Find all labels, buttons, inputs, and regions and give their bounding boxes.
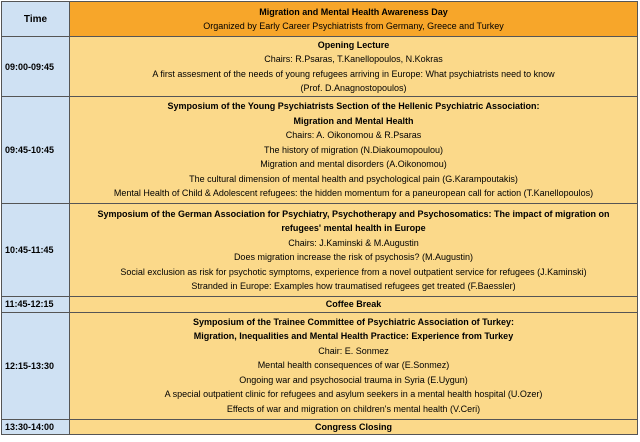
talk-line: The history of migration (N.Diakoumopoulou)	[263, 144, 444, 155]
talk-line: Mental health consequences of war (E.Sonmez)	[257, 360, 450, 371]
session-content	[70, 37, 638, 97]
talk-line: Migration and mental disorders (A.Oikonomou)	[260, 159, 447, 170]
session-title: Opening Lecture	[317, 39, 390, 50]
talk-line: Stranded in Europe: Examples how traumatised refugees get treated (F.Baessler)	[191, 281, 516, 291]
session-time: 11:45-12:15	[2, 297, 70, 313]
talk-line: (Prof. D.Anagnostopoulos)	[300, 83, 407, 93]
talk-line: Does migration increase the risk of psychosis? (M.Augustin)	[233, 252, 474, 262]
talk-line: A first assesment of the needs of young refugees arriving in Europe: What psychiatrists need to know	[152, 68, 555, 79]
session-row	[2, 37, 638, 97]
congress-closing-label: Congress Closing	[70, 419, 638, 435]
session-time: 13:30-14:00	[2, 419, 70, 435]
session-title: Migration, Inequalities and Mental Health Practice: Experience from Turkey	[193, 331, 514, 342]
session-row	[2, 204, 638, 297]
session-time: 09:00-09:45	[2, 37, 70, 97]
header-row	[2, 2, 638, 37]
session-row	[2, 312, 638, 419]
event-header	[70, 2, 638, 37]
session-chairs: Chairs: J.Kaminski & M.Augustin	[288, 237, 419, 248]
break-row	[2, 419, 638, 435]
session-time: 12:15-13:30	[2, 312, 70, 419]
session-chairs: Chair: E. Sonmez	[318, 345, 389, 356]
session-content	[70, 97, 638, 204]
talk-line: The cultural dimension of mental health and psychological pain (G.Karampoutakis)	[189, 173, 518, 184]
session-content	[70, 312, 638, 419]
session-chairs: Chairs: R.Psaras, T.Kanellopoulos, N.Kokras	[264, 54, 443, 64]
session-title: refugees' mental health in Europe	[281, 223, 426, 233]
session-title: Symposium of the Trainee Committee of Psychiatric Association of Turkey:	[192, 316, 515, 327]
event-title: Migration and Mental Health Awareness Day	[259, 7, 448, 17]
talk-line: Social exclusion as risk for psychotic symptoms, experience from a novel outpatient service for refugees (J.Kaminski)	[120, 266, 587, 277]
session-row	[2, 97, 638, 204]
event-subtitle: Organized by Early Career Psychiatrists from Germany, Greece and Turkey	[203, 21, 504, 31]
talk-line: Effects of war and migration on children's mental health (V.Ceri)	[226, 403, 481, 414]
session-title: Symposium of the German Association for Psychiatry, Psychotherapy and Psychosomatics: The impact of migration on	[97, 208, 610, 219]
session-chairs: Chairs: A. Oikonomou & R.Psaras	[285, 130, 422, 141]
session-title: Symposium of the Young Psychiatrists Section of the Hellenic Psychiatric Association:	[167, 101, 540, 112]
talk-line: A special outpatient clinic for refugees and asylum seekers in a mental health hospital (U.Ozer)	[164, 389, 543, 400]
talk-line: Mental Health of Child & Adolescent refugees: the hidden momentum for a paneuropean call for action (T.Kanellopoulos)	[113, 188, 594, 199]
session-time: 09:45-10:45	[2, 97, 70, 204]
session-time: 10:45-11:45	[2, 204, 70, 297]
time-column-header: Time	[2, 2, 70, 37]
break-row	[2, 297, 638, 313]
coffee-break-label: Coffee Break	[70, 297, 638, 313]
talk-line: Ongoing war and psychosocial trauma in Syria (E.Uygun)	[239, 374, 468, 385]
session-title: Migration and Mental Health	[293, 115, 414, 126]
program-table	[1, 1, 638, 435]
session-content	[70, 204, 638, 297]
